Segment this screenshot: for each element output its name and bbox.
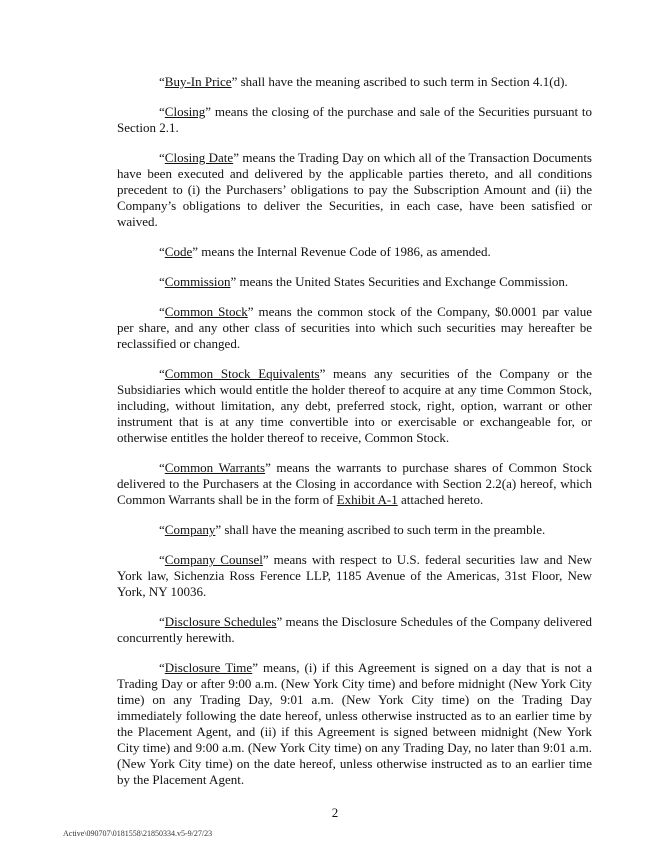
definition-common-stock-equivalents	[117, 366, 592, 446]
definition-text: ” means, (i) if this Agreement is signed on a day that is not a Trading Day or after 9:00 a.m. (New York City time) and before midnight (New York City time) on any Trading Day, 9:01 a.m. (New York City time) on the Trading Day immediately following the date hereof, unless otherwise instructed as to an earlier time by the Placement Agent, and (ii) if this Agreement is signed between midnight (New York City time) and 9:00 a.m. (New York City time) on any Trading Day, no later than 9:01 a.m. (New York City time) on the date hereof, unless otherwise instructed as to an earlier time by the Placement Agent.	[117, 660, 592, 787]
definition-company-counsel	[117, 552, 592, 600]
definitions-list	[117, 74, 592, 802]
open-quote: “	[159, 460, 165, 475]
defined-term: Company	[164, 522, 216, 537]
definition-text: ” means the Internal Revenue Code of 1986, as amended.	[192, 244, 491, 259]
definition-text: ” means the Disclosure Schedules of the Company delivered concurrently herewith.	[117, 614, 592, 645]
exhibit-reference: Exhibit A-1	[336, 492, 398, 507]
definition-disclosure-time	[117, 660, 592, 788]
defined-term: Disclosure Time	[164, 660, 253, 675]
definition-text: ” shall have the meaning ascribed to such term in the preamble.	[215, 522, 546, 537]
defined-term: Closing	[164, 104, 206, 119]
defined-term: Closing Date	[164, 150, 234, 165]
definition-code	[117, 244, 592, 260]
open-quote: “	[159, 244, 165, 259]
open-quote: “	[159, 304, 165, 319]
definition-text: ” means the common stock of the Company, $0.0001 par value per share, and any other class of securities into which such securities may hereafter be reclassified or changed.	[117, 304, 592, 351]
definition-company	[117, 522, 592, 538]
defined-term: Common Stock	[164, 304, 248, 319]
defined-term: Buy-In Price	[164, 74, 232, 89]
defined-term: Disclosure Schedules	[164, 614, 277, 629]
definition-disclosure-schedules	[117, 614, 592, 646]
open-quote: “	[159, 274, 165, 289]
defined-term: Company Counsel	[164, 552, 263, 567]
definition-text: ” means the closing of the purchase and sale of the Securities pursuant to Section 2.1.	[117, 104, 592, 135]
defined-term: Commission	[164, 274, 231, 289]
definition-text: ” shall have the meaning ascribed to such term in Section 4.1(d).	[231, 74, 568, 89]
defined-term: Common Warrants	[164, 460, 266, 475]
open-quote: “	[159, 104, 165, 119]
open-quote: “	[159, 150, 165, 165]
definition-commission	[117, 274, 592, 290]
open-quote: “	[159, 660, 165, 675]
definition-text: ” means any securities of the Company or the Subsidiaries which would entitle the holder thereof to acquire at any time Common Stock, including, without limitation, any debt, preferred stock, right, option, warrant or other instrument that is at any time convertible into or exercisable or exchangeable for, or otherwise entitles the holder thereof to receive, Common Stock.	[117, 366, 592, 445]
defined-term: Code	[164, 244, 193, 259]
definition-common-warrants	[117, 460, 592, 508]
open-quote: “	[159, 366, 165, 381]
open-quote: “	[159, 74, 165, 89]
definition-text: ” means with respect to U.S. federal securities law and New York law, Sichenzia Ross Ference LLP, 1185 Avenue of the Americas, 31st Floor, New York, NY 10036.	[117, 552, 592, 599]
document-id: Active\090707\0181558\21850334.v5-9/27/23	[63, 829, 213, 838]
definition-text-after: attached hereto.	[397, 492, 484, 507]
definition-closing-date	[117, 150, 592, 230]
open-quote: “	[159, 614, 165, 629]
definition-closing	[117, 104, 592, 136]
definition-text: ” means the warrants to purchase shares of Common Stock delivered to the Purchasers at the Closing in accordance with Section 2.2(a) hereof, which Common Warrants shall be in the form of	[117, 460, 592, 507]
defined-term: Common Stock Equivalents	[164, 366, 320, 381]
open-quote: “	[159, 552, 165, 567]
definition-text: ” means the Trading Day on which all of the Transaction Documents have been executed and delivered by the applicable parties thereto, and all conditions precedent to (i) the Purchasers’ obligations to pay the Subscription Amount and (ii) the Company’s obligations to deliver the Securities, in each case, have been satisfied or waived.	[117, 150, 592, 229]
open-quote: “	[159, 522, 165, 537]
definition-text: ” means the United States Securities and Exchange Commission.	[230, 274, 569, 289]
definition-buy-in-price	[117, 74, 592, 90]
definition-common-stock	[117, 304, 592, 352]
page-number: 2	[331, 805, 339, 820]
